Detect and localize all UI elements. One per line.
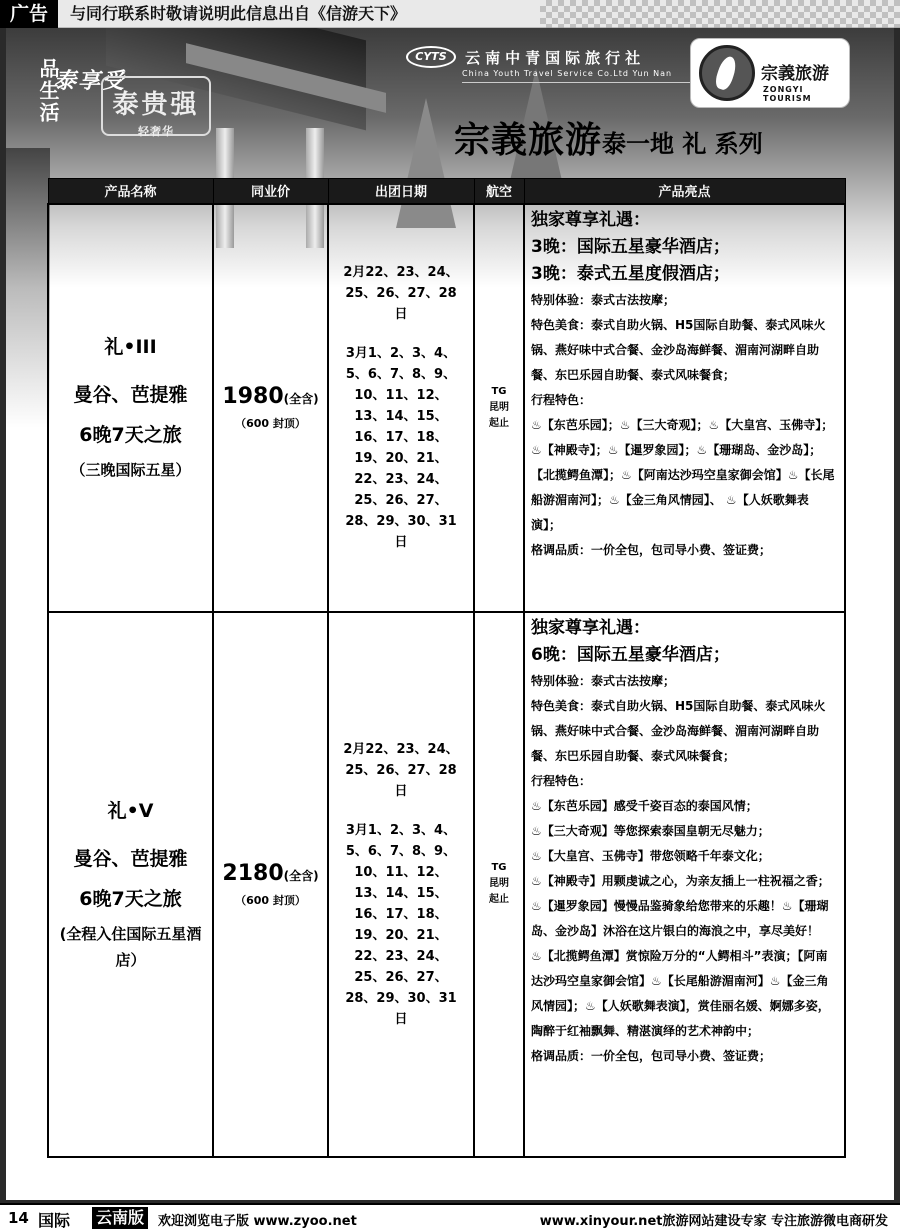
brand-title: 泰享受 xyxy=(54,69,127,94)
agency-name-en: China Youth Travel Service Co.Ltd Yun Nan xyxy=(462,69,673,78)
header-dates: 出团日期 xyxy=(328,179,474,204)
airline-code: TG xyxy=(491,862,507,873)
ad-frame xyxy=(0,28,900,1203)
price-cell xyxy=(213,612,328,1157)
brand-badge xyxy=(101,76,211,136)
dates-march: 3月1、2、3、4、5、6、7、8、9、10、11、12、13、14、15、16、17、18、19、20、21、22、23、24、25、26、27、28、29、30、31日 xyxy=(345,822,457,1027)
header-price: 同业价 xyxy=(213,179,328,204)
airline-route: 昆明起止 xyxy=(489,878,509,905)
highlight-line: ♨【神殿寺】用颗虔诚之心，为亲友插上一柱祝福之香；♨【暹罗象园】慢慢品鉴骑象给您带来的乐趣！♨【珊瑚岛、金沙岛】沐浴在这片银白的海浪之中，享尽美好！ xyxy=(531,873,830,938)
highlights-cell xyxy=(524,612,845,1157)
highlight-hotel: 3晚：国际五星豪华酒店； xyxy=(531,236,730,257)
highlight-line: ♨【三大奇观】等您探索泰国皇朝无尽魅力； xyxy=(531,823,770,838)
header-product-name: 产品名称 xyxy=(48,179,213,204)
agency-name-cn: 云南中青国际旅行社 xyxy=(465,48,646,67)
page-footer xyxy=(0,1203,900,1230)
highlight-line: 特别体验：泰式古法按摩； xyxy=(531,673,676,688)
highlight-line: 行程特色： xyxy=(531,773,592,788)
product-note: (全程入住国际五星酒店） xyxy=(59,924,202,969)
highlight-line: ♨【东芭乐园】；♨【三大奇观】；♨【大皇宫、玉佛寺】；♨【神殿寺】；♨【暹罗象园】；♨【珊瑚岛、金沙岛】；【北揽鳄鱼潭】；♨【阿南达沙玛空皇家御会馆】♨【长尾船游湄南河】；♨【金三角风情园】、 ♨【人妖歌舞表演】； xyxy=(531,417,835,532)
dates-february: 2月22、23、24、25、26、27、28日 xyxy=(343,741,459,799)
zongyi-name-cn: 宗義旅游 xyxy=(761,64,829,84)
dates-march: 3月1、2、3、4、5、6、7、8、9、10、11、12、13、14、15、16、17、18、19、20、21、22、23、24、25、26、27、28、29、30、31日 xyxy=(345,346,457,550)
table-row xyxy=(48,204,845,612)
footprint-globe-icon xyxy=(699,45,755,101)
dates-cell xyxy=(328,204,474,612)
airline-cell xyxy=(474,204,524,612)
price-cap: （600 封顶） xyxy=(235,417,306,430)
agency-header xyxy=(406,46,732,83)
highlight-hotel: 3晚：泰式五星度假酒店； xyxy=(531,263,730,284)
footer-invite: 欢迎浏览电子版 www.zyoo.net xyxy=(158,1214,357,1229)
highlight-title: 独家尊享礼遇： xyxy=(531,209,650,230)
highlight-line: 格调品质：一价全包，包司导小费、签证费； xyxy=(531,542,772,557)
product-note: （三晚国际五星） xyxy=(70,461,191,479)
product-name-cell xyxy=(48,204,213,612)
brand-badge-text: 泰贵强 xyxy=(112,90,200,120)
highlight-hotel: 6晚：国际五星豪华酒店； xyxy=(531,644,730,665)
product-table xyxy=(47,178,846,1158)
price-value: 2180 xyxy=(222,860,284,886)
product-route: 曼谷、芭提雅 xyxy=(73,847,188,870)
airline-code: TG xyxy=(491,385,507,397)
series-title-sub: 泰一地 礼 系列 xyxy=(602,130,763,158)
series-title xyxy=(454,112,763,163)
highlight-line: 特色美食：泰式自助火锅、H5国际自助餐、泰式风味火锅、燕好味中式合餐、金沙岛海鲜餐、湄南河湖畔自助餐、东巴乐园自助餐、泰式风味餐食； xyxy=(531,698,826,763)
product-name: 礼•III xyxy=(104,336,157,358)
header-airline: 航空 xyxy=(474,179,524,204)
zongyi-logo xyxy=(690,38,850,108)
footer-right-text: www.xinyour.net旅游网站建设专家 专注旅游微电商研发 xyxy=(539,1214,888,1229)
product-name-cell xyxy=(48,612,213,1157)
series-title-main: 宗義旅游 xyxy=(454,120,603,161)
agency-logo: CYTS xyxy=(406,46,456,68)
table-header-row xyxy=(48,179,845,204)
table-row xyxy=(48,612,845,1157)
page-number: 14 xyxy=(8,1209,29,1227)
highlight-line: ♨【北揽鳄鱼潭】赏惊险万分的“人鳄相斗”表演；【阿南达沙玛空皇家御会馆】♨【长尾船游湄南河】♨【金三角风情园】；♨【人妖歌舞表演】，赏佳丽名媛、婀娜多姿，陶醉于红袖飘舞、精湛演绎的艺术神韵中； xyxy=(531,948,830,1038)
highlight-line: 特色美食：泰式自助火锅、H5国际自助餐、泰式风味火锅、燕好味中式合餐、金沙岛海鲜餐、湄南河湖畔自助餐、东巴乐园自助餐、泰式风味餐食； xyxy=(531,317,826,382)
price-cap: （600 封顶） xyxy=(235,893,306,907)
highlight-line: ♨【东芭乐园】感受千姿百态的泰国风情； xyxy=(531,798,758,813)
dates-february: 2月22、23、24、25、26、27、28日 xyxy=(343,265,459,322)
source-notice: 与同行联系时敬请说明此信息出自《信游天下》 xyxy=(70,4,407,23)
price-value: 1980 xyxy=(222,384,284,409)
highlight-line: 特别体验：泰式古法按摩； xyxy=(531,292,676,307)
price-cell xyxy=(213,204,328,612)
dates-cell xyxy=(328,612,474,1157)
product-duration: 6晚7天之旅 xyxy=(79,424,182,446)
top-ad-bar xyxy=(0,0,900,28)
zongyi-name-en: ZONGYI TOURISM xyxy=(763,85,812,103)
ad-label: 广告 xyxy=(0,0,58,28)
highlight-line: ♨【大皇宫、玉佛寺】带您领略千年泰文化； xyxy=(531,848,770,863)
highlights-cell xyxy=(524,204,845,612)
product-name: 礼•V xyxy=(107,799,154,822)
product-route: 曼谷、芭提雅 xyxy=(73,384,188,406)
checker-pattern xyxy=(540,0,900,28)
highlight-title: 独家尊享礼遇： xyxy=(531,617,650,638)
airline-route: 昆明起止 xyxy=(489,401,509,429)
brand-badge-sub: 轻奢华 xyxy=(138,125,174,138)
section-label: 国际 xyxy=(38,1211,71,1230)
edition-label: 云南版 xyxy=(92,1207,148,1229)
price-inclusive: (全含) xyxy=(283,392,319,406)
price-inclusive: (全含) xyxy=(283,868,319,883)
product-duration: 6晚7天之旅 xyxy=(79,887,182,910)
side-temple-art xyxy=(6,148,50,428)
brand-vertical-text: 品生活 xyxy=(36,58,60,124)
highlight-line: 行程特色： xyxy=(531,392,592,407)
airline-cell xyxy=(474,612,524,1157)
highlight-line: 格调品质：一价全包，包司导小费、签证费； xyxy=(531,1048,772,1063)
header-highlights: 产品亮点 xyxy=(524,179,845,204)
